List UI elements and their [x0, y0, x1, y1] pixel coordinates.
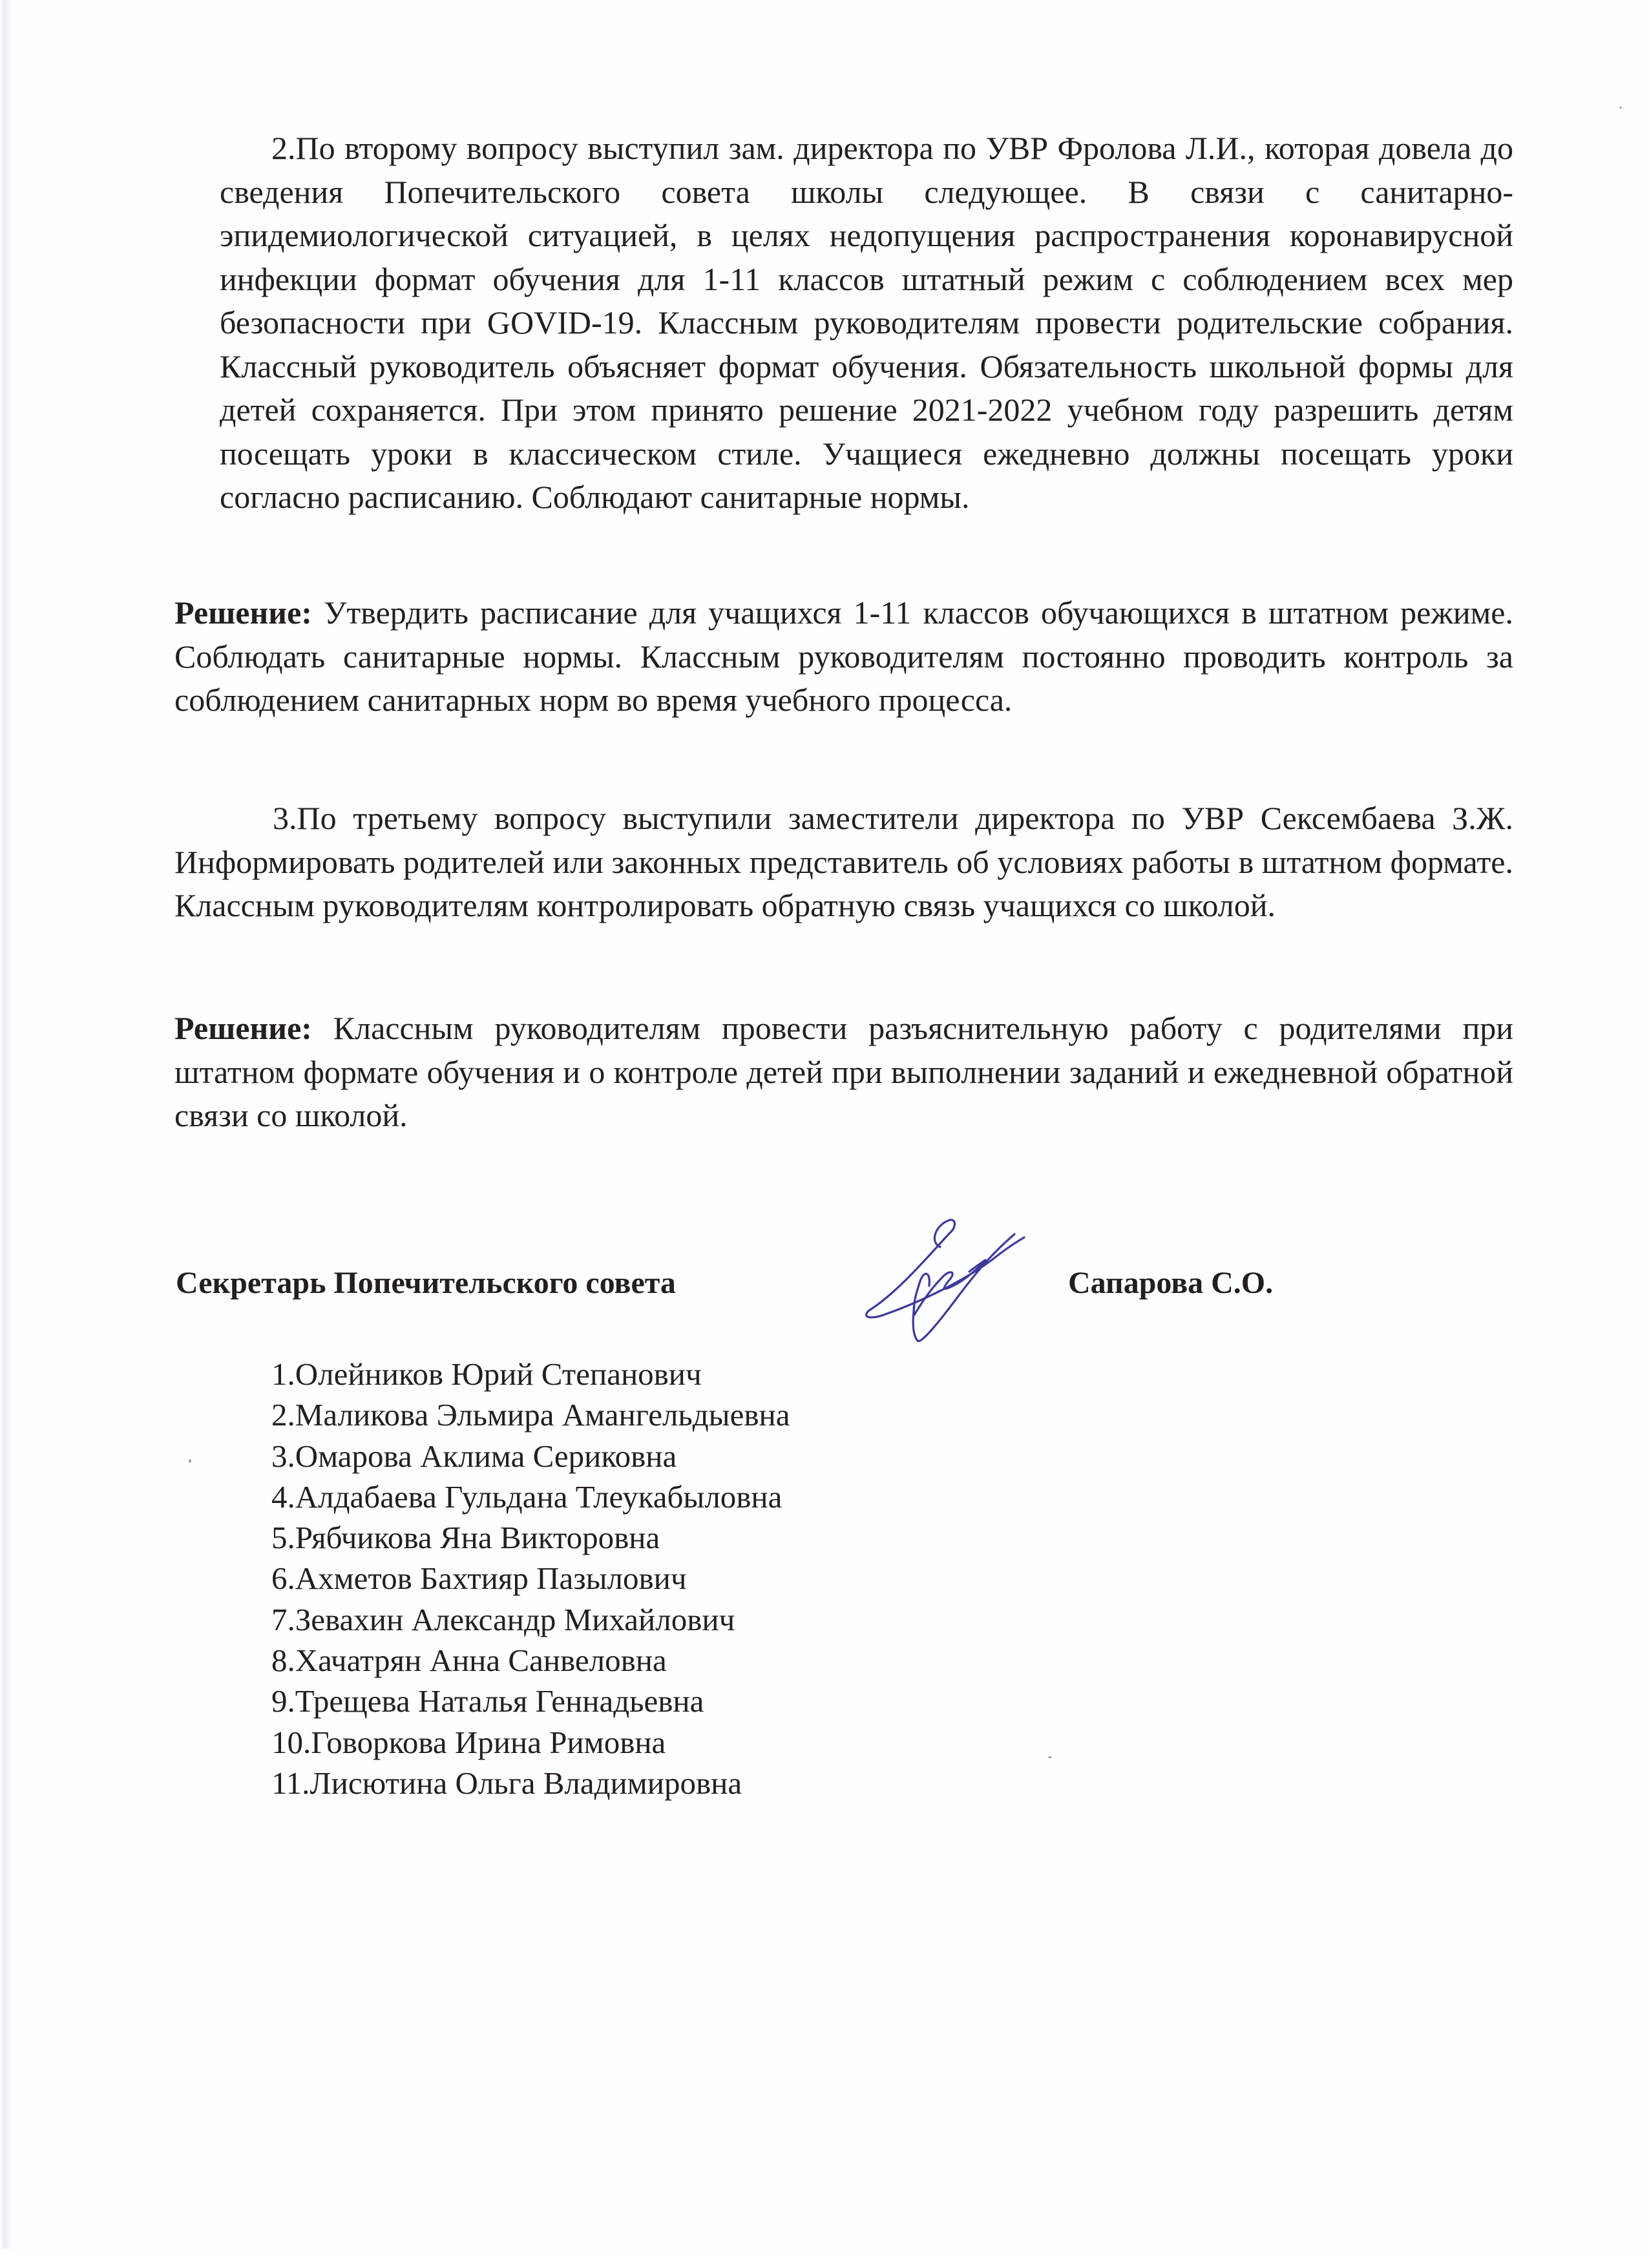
decision-2-text: Классным руководителям провести разъяснительную работу с родителями при штатном формате обучения и о контроле детей при выполнении заданий и ежедневной обратной связи со школой. — [174, 1010, 1513, 1133]
signatory-title: Секретарь Попечительского совета — [176, 1266, 676, 1300]
handwritten-signature-icon — [853, 1208, 1047, 1357]
signatory-name: Сапарова С.О. — [1068, 1266, 1274, 1300]
paragraph-question-2: 2.По второму вопросу выступил зам. директора по УВР Фролова Л.И., которая довела до сведения Попечительского совета школы следующее. В связи с санитарно-эпидемиологической ситуацией, в целях недопущения распространения коронавирусной инфекции формат обучения для 1-11 классов штатный режим с соблюдением всех мер безопасности при GOVID-19. Классным руководителям провести родительские собрания. Классный руководитель объясняет формат обучения. Обязательность школьной формы для детей сохраняется. При этом принято решение 2021-2022 учебном году разрешить детям посещать уроки в классическом стиле. Учащиеся ежедневно должны посещать уроки согласно расписанию. Соблюдают санитарные нормы. — [220, 130, 1513, 515]
decision-1-label: Решение: — [174, 594, 312, 631]
member-list-item: 8.Хачатрян Анна Санвеловна — [271, 1643, 667, 1679]
scan-speck — [189, 1459, 191, 1463]
member-list-item: 3.Омарова Аклима Сериковна — [271, 1438, 677, 1474]
member-list-item: 5.Рябчикова Яна Викторовна — [271, 1520, 660, 1556]
decision-2 — [174, 1007, 1513, 1138]
member-list-item: 4.Алдабаева Гульдана Тлеукабыловна — [271, 1478, 782, 1515]
scan-edge-shadow — [0, 0, 13, 2249]
member-list-item: 6.Ахметов Бахтияр Пазылович — [271, 1560, 687, 1597]
member-list-item: 9.Трещева Наталья Геннадьевна — [271, 1683, 704, 1719]
member-list-item: 10.Говоркова Ирина Римовна — [271, 1724, 666, 1760]
scan-speck — [1048, 1756, 1052, 1758]
scan-speck — [1619, 107, 1622, 109]
member-list-item: 11.Лисютина Ольга Владимировна — [271, 1765, 742, 1801]
decision-1 — [174, 591, 1513, 722]
member-list-item: 2.Маликова Эльмира Амангельдыевна — [271, 1397, 790, 1433]
member-list-item: 7.Зевахин Александр Михайлович — [271, 1601, 735, 1637]
council-members-list — [271, 1354, 790, 1803]
decision-2-label: Решение: — [174, 1010, 312, 1046]
decision-1-text: Утвердить расписание для учащихся 1-11 классов обучающихся в штатном режиме. Соблюдать санитарные нормы. Классным руководителям постоянно проводить контроль за соблюдением санитарных норм во время учебного процесса. — [174, 594, 1513, 718]
paragraph-question-3: 3.По третьему вопросу выступили заместители директора по УВР Сексембаева З.Ж. Информировать родителей или законных представитель об условиях работы в штатном формате. Классным руководителям контролировать обратную связь учащихся со школой. — [174, 800, 1513, 923]
member-list-item: 1.Олейников Юрий Степанович — [271, 1356, 702, 1392]
page-bottom-margin — [0, 2253, 1649, 2268]
